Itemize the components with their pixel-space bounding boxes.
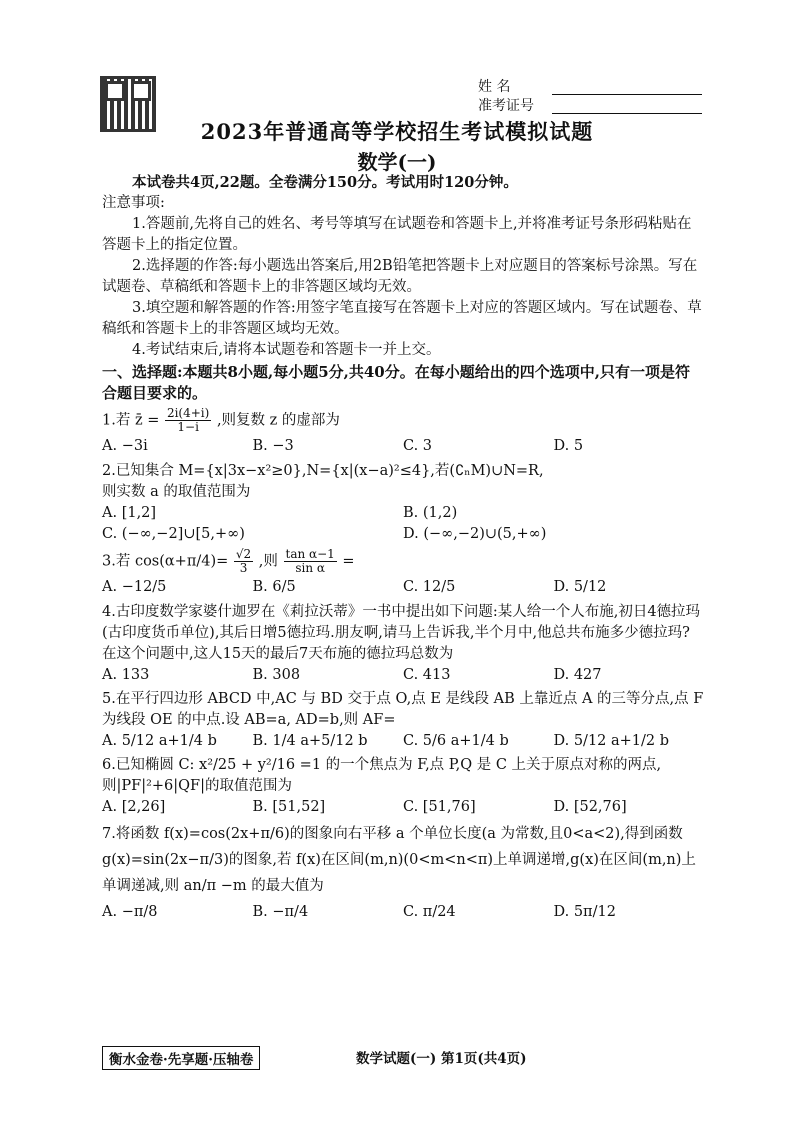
option-d[interactable]: D. 5π/12 — [553, 904, 616, 920]
option-c[interactable]: C. 5/6 a+1/4 b — [403, 733, 509, 749]
question-3 — [102, 548, 704, 599]
q1-stem-b: ,则复数 z 的虚部为 — [216, 412, 340, 429]
question-4 — [102, 602, 704, 686]
q3-frac1-num: √2 — [235, 547, 252, 561]
exam-title: 2023年普通高等学校招生考试模拟试题 — [200, 119, 594, 144]
q3-frac2-den: sin α — [295, 561, 325, 575]
footer-brand: 衡水金卷·先享题·压轴卷 — [102, 1046, 260, 1070]
q3-options — [102, 575, 704, 599]
exam-content — [102, 172, 704, 925]
notice-title: 注意事项: — [102, 195, 165, 211]
notice-4: 4.考试结束后,请将本试题卷和答题卡一并上交。 — [132, 342, 441, 358]
option-a[interactable]: A. −3i — [102, 438, 148, 454]
option-c[interactable]: C. π/24 — [403, 904, 456, 920]
option-b[interactable]: B. (1,2) — [403, 505, 458, 521]
q6-stem: 6.已知椭圆 C: x²/25 + y²/16 =1 的一个焦点为 F,点 P,Q 是 C 上关于原点对称的两点,则|PF|²+6|QF|的取值范围为 — [102, 757, 662, 794]
notice-1: 1.答题前,先将自己的姓名、考号等填写在试题卷和答题卡上,并将准考证号条形码粘贴在答题卡上的指定位置。 — [102, 216, 692, 253]
q4-stem: 4.古印度数学家婆什迦罗在《莉拉沃蒂》一书中提出如下问题:某人给一个人布施,初日4德拉玛(古印度货币单位),其后日增5德拉玛.朋友啊,请马上告诉我,半个月中,他总共布施多少德拉玛?在这个问题中,这人15天的最后7天布施的德拉玛总数为 — [102, 604, 701, 662]
name-label: 姓 名 — [478, 79, 511, 95]
q3-stem-b: ,则 — [258, 553, 278, 570]
q5-options — [102, 731, 704, 752]
option-a[interactable]: A. 5/12 a+1/4 b — [102, 733, 217, 749]
option-a[interactable]: A. 133 — [102, 667, 150, 683]
option-a[interactable]: A. −12/5 — [102, 579, 167, 595]
section-heading: 一、选择题:本题共8小题,每小题5分,共40分。在每小题给出的四个选项中,只有一项是符合题目要求的。 — [102, 363, 690, 402]
option-c[interactable]: C. [51,76] — [403, 799, 476, 815]
option-b[interactable]: B. 6/5 — [252, 579, 296, 595]
option-d[interactable]: D. [52,76] — [553, 799, 627, 815]
q1-stem-a: 1.若 z̄ = — [102, 412, 160, 429]
question-2 — [102, 461, 704, 545]
question-5 — [102, 689, 704, 752]
q2-stem: 2.已知集合 M={x|3x−x²≥0},N={x|(x−a)²≤4},若(∁ₙM)∪N=R, — [102, 463, 544, 479]
option-b[interactable]: B. 1/4 a+5/12 b — [252, 733, 368, 749]
option-c[interactable]: C. 12/5 — [403, 579, 456, 595]
q3-stem-c: = — [342, 553, 355, 570]
name-field[interactable] — [552, 78, 702, 95]
q3-stem-a: 3.若 cos(α+π/4)= — [102, 553, 229, 570]
option-b[interactable]: B. 308 — [252, 667, 301, 683]
footer-page-number: 数学试题(一) 第1页(共4页) — [356, 1051, 527, 1067]
option-d[interactable]: D. 427 — [553, 667, 602, 683]
notice-3: 3.填空题和解答题的作答:用签字笔直接写在答题卡上对应的答题区域内。写在试题卷、草稿纸和答题卡上的非答题区域均无效。 — [102, 300, 702, 337]
q3-fraction-2 — [284, 548, 337, 575]
option-d[interactable]: D. 5/12 — [553, 579, 607, 595]
q3-fraction-1 — [234, 548, 253, 575]
q6-options — [102, 797, 704, 818]
q7-stem: 7.将函数 f(x)=cos(2x+π/6)的图象向右平移 a 个单位长度(a 为常数,且0<a<2),得到函数 g(x)=sin(2x−π/3)的图象,若 f(x)在区间(m,n)(0<m<n<π)上单调递增,g(x)在区间(m,n)上单调递减,则 an/π −m 的最大值为 — [102, 826, 696, 894]
q3-frac1-den: 3 — [239, 561, 248, 575]
option-b[interactable]: B. [51,52] — [252, 799, 326, 815]
option-d[interactable]: D. (−∞,−2)∪(5,+∞) — [403, 526, 547, 542]
candidate-info — [478, 78, 702, 116]
option-d[interactable]: D. 5/12 a+1/2 b — [553, 733, 670, 749]
option-c[interactable]: C. 3 — [403, 438, 433, 454]
q1-frac-num: 2i(4+i) — [166, 406, 210, 420]
id-label: 准考证号 — [478, 98, 534, 114]
q1-fraction — [165, 407, 211, 434]
q2-stem-2: 则实数 a 的取值范围为 — [102, 484, 251, 500]
option-c[interactable]: C. 413 — [403, 667, 451, 683]
option-a[interactable]: A. [2,26] — [102, 799, 166, 815]
option-a[interactable]: A. [1,2] — [102, 505, 157, 521]
notice-2: 2.选择题的作答:每小题选出答案后,用2B铅笔把答题卡上对应题目的答案标号涂黑。写在试题卷、草稿纸和答题卡上的非答题区域均无效。 — [102, 258, 698, 295]
question-1 — [102, 407, 704, 458]
q4-options — [102, 665, 704, 686]
exam-subtitle: 数学(一) — [357, 150, 437, 174]
option-c[interactable]: C. (−∞,−2]∪[5,+∞) — [102, 526, 245, 542]
question-7 — [102, 821, 704, 925]
id-field[interactable] — [552, 97, 702, 114]
option-a[interactable]: A. −π/8 — [102, 904, 158, 920]
question-6 — [102, 755, 704, 818]
q1-frac-den: 1−i — [177, 420, 199, 434]
option-b[interactable]: B. −π/4 — [252, 904, 309, 920]
option-b[interactable]: B. −3 — [252, 438, 294, 454]
intro-text: 本试卷共4页,22题。全卷满分150分。考试用时120分钟。 — [132, 174, 518, 191]
q1-options — [102, 434, 704, 458]
q2-options-row1 — [102, 503, 704, 524]
option-d[interactable]: D. 5 — [553, 438, 584, 454]
q5-stem: 5.在平行四边形 ABCD 中,AC 与 BD 交于点 O,点 E 是线段 AB 上靠近点 A 的三等分点,点 F 为线段 OE 的中点.设 AB=a, AD=b,则 AF= — [102, 691, 704, 728]
q3-frac2-num: tan α−1 — [285, 547, 335, 561]
q2-options-row2 — [102, 524, 704, 545]
q7-options — [102, 899, 704, 925]
